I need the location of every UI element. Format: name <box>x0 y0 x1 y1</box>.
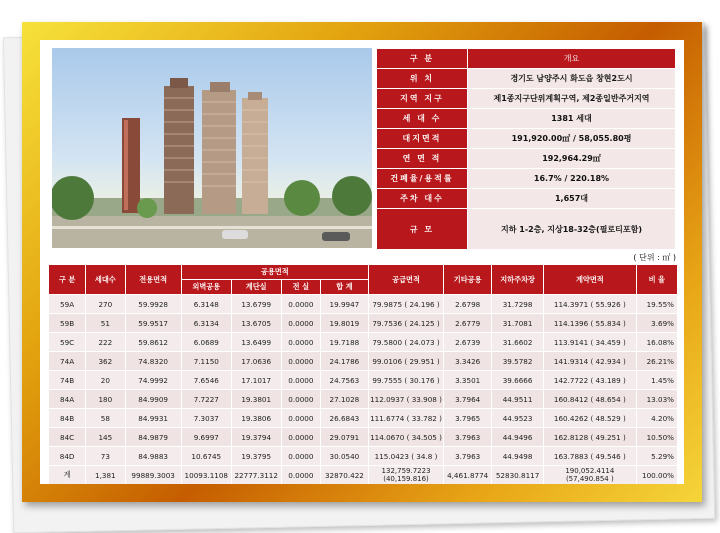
table-cell: 7.3037 <box>181 409 231 428</box>
table-cell: 30.0540 <box>321 447 369 466</box>
overview-label: 건폐율/용적률 <box>377 169 468 189</box>
table-cell: 1.45% <box>636 371 677 390</box>
table-cell: 3.3501 <box>444 371 492 390</box>
table-cell: 13.6499 <box>231 333 281 352</box>
table-cell: 59.9517 <box>125 314 181 333</box>
table-cell: 31.6602 <box>492 333 544 352</box>
overview-value: 경기도 남양주시 화도읍 창현2도시 <box>468 69 676 89</box>
table-cell: 6.0689 <box>181 333 231 352</box>
table-cell: 73 <box>86 447 125 466</box>
overview-header-label: 구 분 <box>377 49 468 69</box>
table-cell: 7.6546 <box>181 371 231 390</box>
total-contract-1: 190,052.4114 <box>565 467 615 475</box>
total-cell: 계 <box>49 466 86 485</box>
table-cell: 59C <box>49 333 86 352</box>
table-cell: 84.9883 <box>125 447 181 466</box>
table-cell: 74A <box>49 352 86 371</box>
total-cell: 22777.3112 <box>231 466 281 485</box>
table-cell: 0.0000 <box>281 428 320 447</box>
overview-header-value: 개요 <box>468 49 676 69</box>
col-stairs: 계단실 <box>231 280 281 295</box>
table-cell: 84.9909 <box>125 390 181 409</box>
table-cell: 2.6739 <box>444 333 492 352</box>
overview-value: 1,657대 <box>468 189 676 209</box>
col-type: 구 분 <box>49 265 86 295</box>
table-cell: 13.03% <box>636 390 677 409</box>
table-cell: 84C <box>49 428 86 447</box>
overview-label: 규 모 <box>377 209 468 250</box>
overview-value: 지하 1-2층, 지상18-32층(필로티포함) <box>468 209 676 250</box>
total-row <box>49 466 678 485</box>
table-cell: 0.0000 <box>281 390 320 409</box>
table-cell: 6.3134 <box>181 314 231 333</box>
table-cell: 44.9523 <box>492 409 544 428</box>
table-cell: 17.1017 <box>231 371 281 390</box>
table-cell: 74B <box>49 371 86 390</box>
table-cell: 19.3801 <box>231 390 281 409</box>
table-cell: 44.9511 <box>492 390 544 409</box>
table-cell: 2.6798 <box>444 295 492 314</box>
total-cell: 52830.8117 <box>492 466 544 485</box>
table-cell: 39.5782 <box>492 352 544 371</box>
overview-value: 192,964.29㎡ <box>468 149 676 169</box>
table-cell: 4.20% <box>636 409 677 428</box>
table-cell: 16.08% <box>636 333 677 352</box>
table-row <box>49 314 678 333</box>
table-cell: 84.9879 <box>125 428 181 447</box>
table-cell: 31.7081 <box>492 314 544 333</box>
table-cell: 24.1786 <box>321 352 369 371</box>
table-cell: 13.6799 <box>231 295 281 314</box>
table-cell: 141.9314 ( 42.934 ) <box>544 352 636 371</box>
table-cell: 3.69% <box>636 314 677 333</box>
table-cell: 19.3794 <box>231 428 281 447</box>
table-cell: 19.3806 <box>231 409 281 428</box>
total-cell <box>544 466 636 485</box>
table-cell: 362 <box>86 352 125 371</box>
overview-label: 대지면적 <box>377 129 468 149</box>
table-cell: 7.1150 <box>181 352 231 371</box>
table-cell: 84B <box>49 409 86 428</box>
table-cell: 29.0791 <box>321 428 369 447</box>
table-cell: 26.6843 <box>321 409 369 428</box>
table-row <box>49 371 678 390</box>
table-cell: 99.0106 ( 29.951 ) <box>368 352 443 371</box>
table-cell: 6.3148 <box>181 295 231 314</box>
table-cell: 0.0000 <box>281 371 320 390</box>
total-cell: 32870.422 <box>321 466 369 485</box>
overview-label: 위 치 <box>377 69 468 89</box>
col-ratio: 비 율 <box>636 265 677 295</box>
col-supply: 공급면적 <box>368 265 443 295</box>
total-supply-1: 132,759.7223 <box>381 467 431 475</box>
col-contract: 계약면적 <box>544 265 636 295</box>
table-cell: 79.5800 ( 24.073 ) <box>368 333 443 352</box>
table-cell: 44.9498 <box>492 447 544 466</box>
table-cell: 0.0000 <box>281 314 320 333</box>
table-cell: 112.0937 ( 33.908 ) <box>368 390 443 409</box>
table-cell: 19.55% <box>636 295 677 314</box>
table-cell: 3.7964 <box>444 390 492 409</box>
total-cell: 99889.3003 <box>125 466 181 485</box>
table-cell: 114.1396 ( 55.834 ) <box>544 314 636 333</box>
unit-note: ( 단위 : ㎡ ) <box>633 253 676 262</box>
table-cell: 24.7563 <box>321 371 369 390</box>
table-cell: 99.7555 ( 30.176 ) <box>368 371 443 390</box>
table-cell: 19.9947 <box>321 295 369 314</box>
table-cell: 115.0423 ( 34.8 ) <box>368 447 443 466</box>
table-cell: 31.7298 <box>492 295 544 314</box>
total-cell: 4,461.8774 <box>444 466 492 485</box>
table-cell: 84D <box>49 447 86 466</box>
total-cell: 10093.1108 <box>181 466 231 485</box>
table-cell: 0.0000 <box>281 333 320 352</box>
table-cell: 79.9875 ( 24.196 ) <box>368 295 443 314</box>
table-row <box>49 352 678 371</box>
table-cell: 160.8412 ( 48.654 ) <box>544 390 636 409</box>
table-cell: 0.0000 <box>281 409 320 428</box>
table-cell: 111.6774 ( 33.782 ) <box>368 409 443 428</box>
table-row <box>49 390 678 409</box>
total-cell: 100.00% <box>636 466 677 485</box>
table-cell: 59.8612 <box>125 333 181 352</box>
table-cell: 0.0000 <box>281 295 320 314</box>
overview-label: 주차 대수 <box>377 189 468 209</box>
table-cell: 0.0000 <box>281 352 320 371</box>
table-cell: 3.7965 <box>444 409 492 428</box>
table-cell: 74.8320 <box>125 352 181 371</box>
table-cell: 27.1028 <box>321 390 369 409</box>
table-cell: 39.6666 <box>492 371 544 390</box>
table-cell: 19.7188 <box>321 333 369 352</box>
overview-value: 191,920.00㎡ / 58,055.80평 <box>468 129 676 149</box>
table-cell: 59.9928 <box>125 295 181 314</box>
table-cell: 84.9931 <box>125 409 181 428</box>
table-cell: 10.6745 <box>181 447 231 466</box>
col-parking: 지하주차장 <box>492 265 544 295</box>
table-cell: 3.7963 <box>444 447 492 466</box>
table-cell: 114.3971 ( 55.926 ) <box>544 295 636 314</box>
table-cell: 79.7536 ( 24.125 ) <box>368 314 443 333</box>
table-cell: 180 <box>86 390 125 409</box>
table-cell: 19.3795 <box>231 447 281 466</box>
table-cell: 58 <box>86 409 125 428</box>
table-cell: 3.7963 <box>444 428 492 447</box>
table-cell: 19.8019 <box>321 314 369 333</box>
overview-label: 세 대 수 <box>377 109 468 129</box>
overview-label: 지역 지구 <box>377 89 468 109</box>
table-cell: 26.21% <box>636 352 677 371</box>
table-row <box>49 295 678 314</box>
table-cell: 5.29% <box>636 447 677 466</box>
table-cell: 114.0670 ( 34.505 ) <box>368 428 443 447</box>
gold-frame <box>22 22 702 502</box>
table-row <box>49 428 678 447</box>
table-cell: 160.4262 ( 48.529 ) <box>544 409 636 428</box>
total-contract-2: (57,490.854 ) <box>565 475 614 483</box>
apartment-rendering-image <box>52 48 372 248</box>
table-cell: 17.0636 <box>231 352 281 371</box>
table-row <box>49 333 678 352</box>
table-cell: 74.9992 <box>125 371 181 390</box>
table-cell: 270 <box>86 295 125 314</box>
table-cell: 142.7722 ( 43.189 ) <box>544 371 636 390</box>
table-cell: 163.7883 ( 49.546 ) <box>544 447 636 466</box>
col-exclusive: 전용면적 <box>125 265 181 295</box>
table-cell: 51 <box>86 314 125 333</box>
overview-table <box>376 48 676 250</box>
overview-value: 1381 세대 <box>468 109 676 129</box>
table-cell: 162.8128 ( 49.251 ) <box>544 428 636 447</box>
table-cell: 222 <box>86 333 125 352</box>
table-cell: 59A <box>49 295 86 314</box>
col-other: 기타공용 <box>444 265 492 295</box>
total-cell: 0.0000 <box>281 466 320 485</box>
table-cell: 2.6779 <box>444 314 492 333</box>
table-row <box>49 409 678 428</box>
table-cell: 84A <box>49 390 86 409</box>
col-piloti: 전 실 <box>281 280 320 295</box>
table-cell: 0.0000 <box>281 447 320 466</box>
col-wall: 외벽공용 <box>181 280 231 295</box>
total-supply-2: (40,159.816) <box>383 475 429 483</box>
table-cell: 113.9141 ( 34.459 ) <box>544 333 636 352</box>
table-row <box>49 447 678 466</box>
table-cell: 59B <box>49 314 86 333</box>
document-sheet <box>40 40 684 484</box>
overview-value: 제1종지구단위계획구역, 제2종일반주거지역 <box>468 89 676 109</box>
col-units: 세대수 <box>86 265 125 295</box>
overview-value: 16.7% / 220.18% <box>468 169 676 189</box>
table-cell: 7.7227 <box>181 390 231 409</box>
table-cell: 9.6997 <box>181 428 231 447</box>
table-cell: 13.6705 <box>231 314 281 333</box>
area-spec-table <box>48 264 678 484</box>
table-cell: 44.9496 <box>492 428 544 447</box>
table-cell: 10.50% <box>636 428 677 447</box>
total-cell <box>368 466 443 485</box>
col-common: 공용면적 <box>181 265 368 280</box>
table-cell: 20 <box>86 371 125 390</box>
spec-body <box>49 295 678 466</box>
table-cell: 145 <box>86 428 125 447</box>
table-cell: 3.3426 <box>444 352 492 371</box>
col-subtotal: 합 계 <box>321 280 369 295</box>
overview-label: 연 면 적 <box>377 149 468 169</box>
total-cell: 1,381 <box>86 466 125 485</box>
